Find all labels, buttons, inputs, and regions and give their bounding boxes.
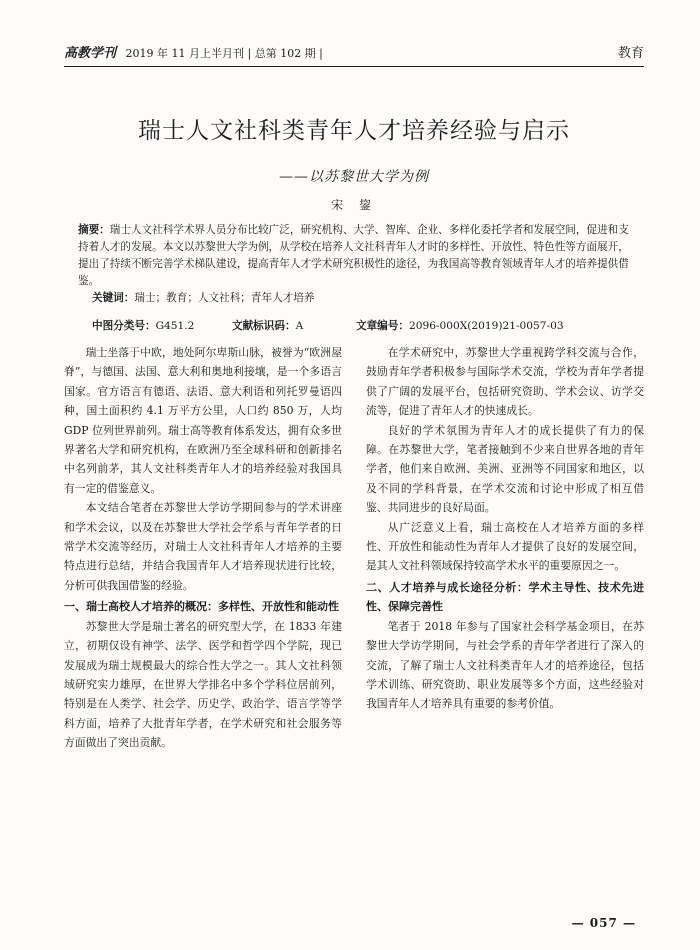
keywords-label: 关键词： <box>92 292 135 304</box>
clc-value: G451.2 <box>155 320 195 332</box>
issue-info: 2019 年 11 月上半月刊 | 总第 102 期 | <box>125 47 323 60</box>
paragraph: 苏黎世大学是瑞士著名的研究型大学，在 1833 年建立，初期仅设有神学、法学、医学和哲学四个学院，现已发展成为瑞士规模最大的综合性大学之一。其人文社科领域研究实力雄厚，在世界大学排名中多个学科位居前列，特别是在人类学、社会学、历史学、政治学、语言学等学科方面，培养了大批青年学者，在学术研究和社会服务等方面做出了突出贡献。 <box>64 619 342 750</box>
paragraph: 笔者于 2018 年参与了国家社会科学基金项目，在苏黎世大学访学期间，与社会学系的青年学者进行了深入的交流，了解了瑞士人文社科类青年人才的培养途径，包括学术训练、研究资助、职业发展等多个方面，这些经验对我国青年人才培养具有重要的参考价值。 <box>366 619 644 711</box>
section-tag: 教育 <box>617 46 644 61</box>
doc-code-label: 文献标识码： <box>232 320 296 332</box>
classification-row <box>92 318 630 334</box>
article-author: 宋 鋆 <box>331 198 377 212</box>
paragraph: 在学术研究中，苏黎世大学重视跨学科交流与合作，鼓励青年学者积极参与国际学术交流，学校为青年学者提供了广阔的发展平台，包括研究资助、学术会议、访学交流等，促进了青年人才的快速成长。 <box>366 346 644 418</box>
page-number: — 057 — <box>571 916 636 930</box>
article-title: 瑞士人文社科类青年人才培养经验与启示 <box>138 118 570 144</box>
right-column <box>366 343 644 903</box>
abstract-label: 摘要： <box>78 224 110 236</box>
article-no-label: 文章编号： <box>356 320 409 332</box>
abstract-text: 瑞士人文社科学术界人员分布比较广泛，研究机构、大学、智库、企业、多样化委托学者和发展空间，促进和支持着人才的发展。本文以苏黎世大学为例，从学校在培养人文社科青年人才时的多样性、开放性、特色性等方面展开，提出了持续不断完善学术梯队建设，提高青年人才学术研究积极性的途径，为我国高等教育领域青年人才的培养提供借鉴。 <box>78 224 629 287</box>
article-no-value: 2096-000X(2019)21-0057-03 <box>408 320 564 332</box>
body-columns <box>64 343 644 903</box>
section-heading: 二、人才培养与成长途径分析：学术主导性、技术先进性、保障完善性 <box>366 580 644 614</box>
section-heading: 一、瑞士高校人才培养的概况：多样性、开放性和能动性 <box>64 600 339 614</box>
clc-label: 中图分类号： <box>92 320 156 332</box>
paragraph: 瑞士坐落于中欧，地处阿尔卑斯山脉，被誉为“欧洲屋脊”，与德国、法国、意大利和奥地利接壤，是一个多语言国家。官方语言有德语、法语、意大利语和列托罗曼语四种，国土面积约 4.1 万平方公里，人口约 850 万，人均 GDP 位列世界前列。瑞士高等教育体系发达，拥有众多世界著名大学和研究机构，在欧洲乃至全球科研和创新排名中名列前茅，其人文社科类青年人才的培养经验对我国具有一定的借鉴意义。 <box>64 346 342 495</box>
article-subtitle: ——以苏黎世大学为例 <box>279 169 429 185</box>
keywords-text: 瑞士；教育；人文社科；青年人才培养 <box>134 292 315 304</box>
paragraph: 良好的学术氛围为青年人才的成长提供了有力的保障。在苏黎世大学，笔者接触到不少来自世界各地的青年学者，他们来自欧洲、美洲、亚洲等不同国家和地区，以及不同的学科背景，在学术交流和讨论中形成了相互借鉴、共同进步的良好局面。 <box>366 423 644 515</box>
doc-code-value: A <box>295 320 304 332</box>
paragraph: 本文结合笔者在苏黎世大学访学期间参与的学术讲座和学术会议，以及在苏黎世大学社会学系与青年学者的日常学术交流等经历，对瑞士人文社科青年人才培养的主要特点进行总结，并结合我国青年人才培养现状进行比较，分析可供我国借鉴的经验。 <box>64 501 342 592</box>
running-header <box>64 44 644 67</box>
abstract <box>78 222 630 307</box>
left-column <box>64 343 342 903</box>
journal-name: 高教学刊 <box>64 46 117 61</box>
paragraph: 从广泛意义上看，瑞士高校在人才培养方面的多样性、开放性和能动性为青年人才提供了良好的发展空间，是其人文社科领域保持较高学术水平的重要原因之一。 <box>366 520 644 573</box>
